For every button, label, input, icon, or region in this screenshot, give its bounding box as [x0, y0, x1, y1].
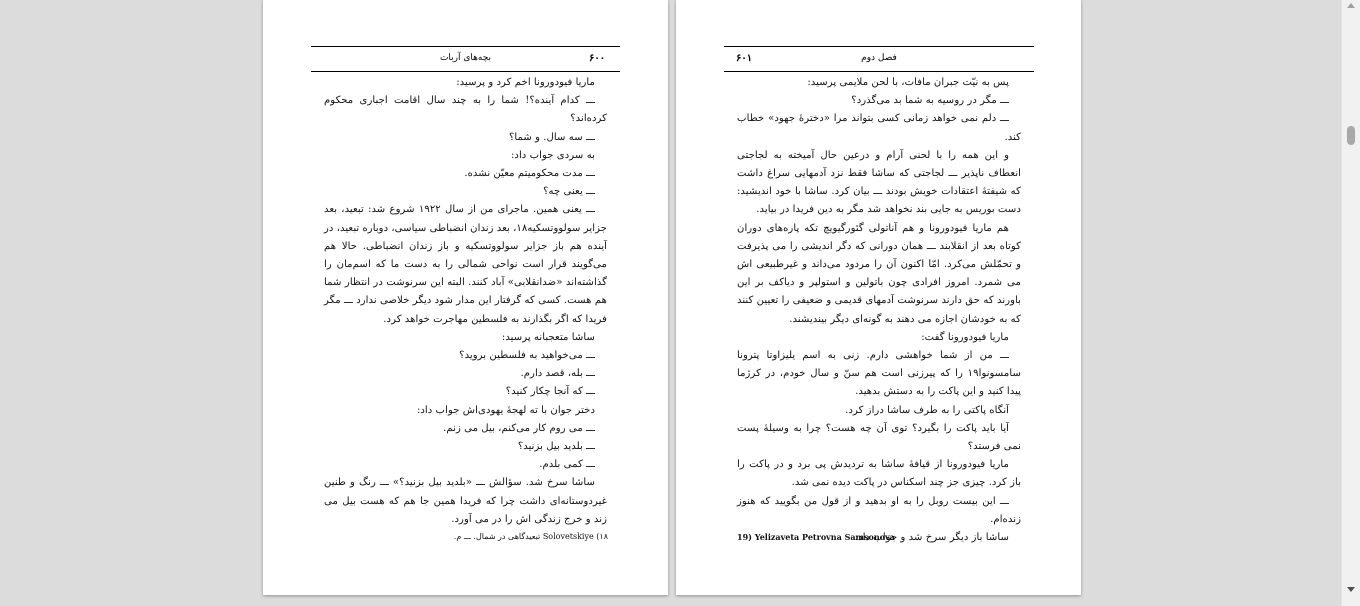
paragraph: ـــ کمی بلدم.	[539, 459, 595, 471]
paragraph: هم ماریا فیودورونا و هم آناتولی گئورگیویچ تکه پاره‌های دوران کوتاه بعد از انقلابند ـــ همان دورانی که دگر اندیشی را می پذیرفت و تحمّلش می‌کرد. امّا اکنون آن را مردود می‌داند و غیرطبیعی اش می شمرد. امروز افرادی چون باتولین و استولپر و دیاکف بر این باورند که حق دارند سرنوشت آدمهای قدیمی و ضعیفی را تعیین کنند که به خودشان اجازه می دهند به گونه‌ای دیگر بیندیشند.	[737, 222, 1021, 325]
page-body	[737, 74, 1021, 547]
paragraph: ـــ مدت محکومیتم معیّن نشده.	[464, 168, 595, 180]
paragraph: ـــ یعنی همین. ماجرای من از سال ۱۹۲۲ شروع شد: تبعید، بعد جزایر سولووتسکیه۱۸، بعد زندان انضباطی سیاسی، دوباره تبعید، در آینده هم باز جزایر سولووتسکیه و باز زندان انضباطی. حالا هم می‌گویند قرار است نواحی شمالی را به دست ما که اسم‌مان را گذاشته‌اند «ضدانقلابی» آباد کنند. البته این سرنوشت در انتظار شما هم هست. کسی که گرفتار این مدار شود دیگر خلاصی ندارد ـــ مگر فریدا که اگر بگذارند به فلسطین مهاجرت خواهد کرد.	[324, 204, 607, 325]
page-number: ۶۰۱	[736, 53, 753, 64]
page-header	[724, 46, 1034, 72]
page-600	[263, 0, 668, 595]
scroll-down-arrow-icon[interactable]	[1347, 587, 1355, 592]
paragraph: ـــ کدام آینده؟! شما را به چند سال اقامت اجباری محکوم کرده‌اند؟	[324, 95, 607, 125]
paragraph: ماریا فیودورونا گفت:	[921, 331, 1009, 343]
vertical-scrollbar[interactable]	[1341, 0, 1360, 606]
paragraph: ـــ بلدید بیل بزنید؟	[517, 441, 595, 453]
paragraph: ساشا سرخ شد. سؤالش ـــ «بلدید بیل بزنید؟» ـــ رنگ و طنین غیردوستانه‌ای داشت چرا که فریدا همین جا هم که هست بیل می زند و خرج زندگی اش را در می آورد.	[324, 477, 607, 525]
paragraph: ـــ می روم کار می‌کنم، بیل می زنم.	[443, 422, 595, 434]
paragraph: ـــ مگر در روسیه به شما بد می‌گذرد؟	[851, 95, 1009, 107]
paragraph: ماریا فیودورونا از قیافهٔ ساشا به تردیدش پی برد و در پاکت را باز کرد. چیزی جز چند اسکناس در پاکت دیده نمی شد.	[737, 459, 1021, 489]
paragraph: ماریا فیودورونا اخم کرد و پرسید:	[456, 77, 595, 88]
paragraph: ـــ یعنی چه؟	[543, 186, 595, 198]
paragraph: ساشا متعجبانه پرسید:	[501, 331, 595, 343]
paragraph: ـــ من از شما خواهشی دارم. زنی به اسم یلیزاوتا پترونا سامسونوا۱۹ را که پیرزنی است هم سنّ و سال خودم، در کرژما پیدا کنید و این پاکت را به دستش بدهید.	[737, 350, 1021, 398]
paragraph: به سردی جواب داد:	[511, 149, 595, 161]
paragraph: ـــ سه سال. و شما؟	[508, 131, 595, 143]
page-body	[324, 74, 607, 529]
paragraph: پس به نیّت جبران مافات، با لحن ملایمی پرسید:	[807, 77, 1009, 88]
paragraph: آنگاه پاکتی را به طرف ساشا دراز کرد.	[845, 404, 1009, 416]
paragraph: ساشا باز دیگر سرخ شد و جواب داد:	[854, 532, 1009, 544]
paragraph: ـــ این بیست روبل را به او بدهید و از قول من بگویید که هنوز زنده‌ام.	[737, 495, 1021, 525]
footnote: ۱۸) Solovetskiye تبعیدگاهی در شمال. ـــ م.	[453, 532, 608, 541]
paragraph: ـــ می‌خواهید به فلسطین بروید؟	[459, 350, 595, 362]
paragraph: ـــ دلم نمی خواهد زمانی کسی بتواند مرا «دخترهٔ جهود» خطاب کند.	[737, 113, 1021, 143]
scrollbar-thumb[interactable]	[1347, 126, 1355, 145]
paragraph: ـــ که آنجا چکار کنید؟	[505, 386, 595, 398]
page-601	[676, 0, 1081, 595]
page-header	[311, 46, 620, 72]
paragraph: و این همه را با لحنی آرام و درعین حال آمیخته به لجاجتی انعطاف ناپذیر ـــ لجاجتی که ساشا فقط نزد آدمهایی سراغ داشت که شیفتهٔ اعتقادات خویش بودند ـــ بیان کرد. ساشا با خود اندیشید: دست بوریس به جایی بند نخواهد شد مگر به دین فریدا در بیاید.	[737, 149, 1021, 216]
paragraph: دختر جوان با ته لهجهٔ یهودی‌اش جواب داد:	[416, 404, 595, 416]
paragraph: آیا باید پاکت را بگیرد؟ توی آن چه هست؟ چرا به وسیلهٔ پست نمی فرستد؟	[737, 422, 1021, 453]
running-title: فصل دوم	[861, 53, 897, 63]
page-number: ۶۰۰	[589, 53, 606, 64]
footnote: 19) Yelizaveta Petrovna Samsonova	[737, 532, 895, 542]
paragraph: ـــ بله، قصد دارم.	[520, 368, 595, 380]
scroll-up-arrow-icon[interactable]	[1347, 3, 1355, 8]
running-title: بچه‌های آربات	[439, 53, 492, 63]
